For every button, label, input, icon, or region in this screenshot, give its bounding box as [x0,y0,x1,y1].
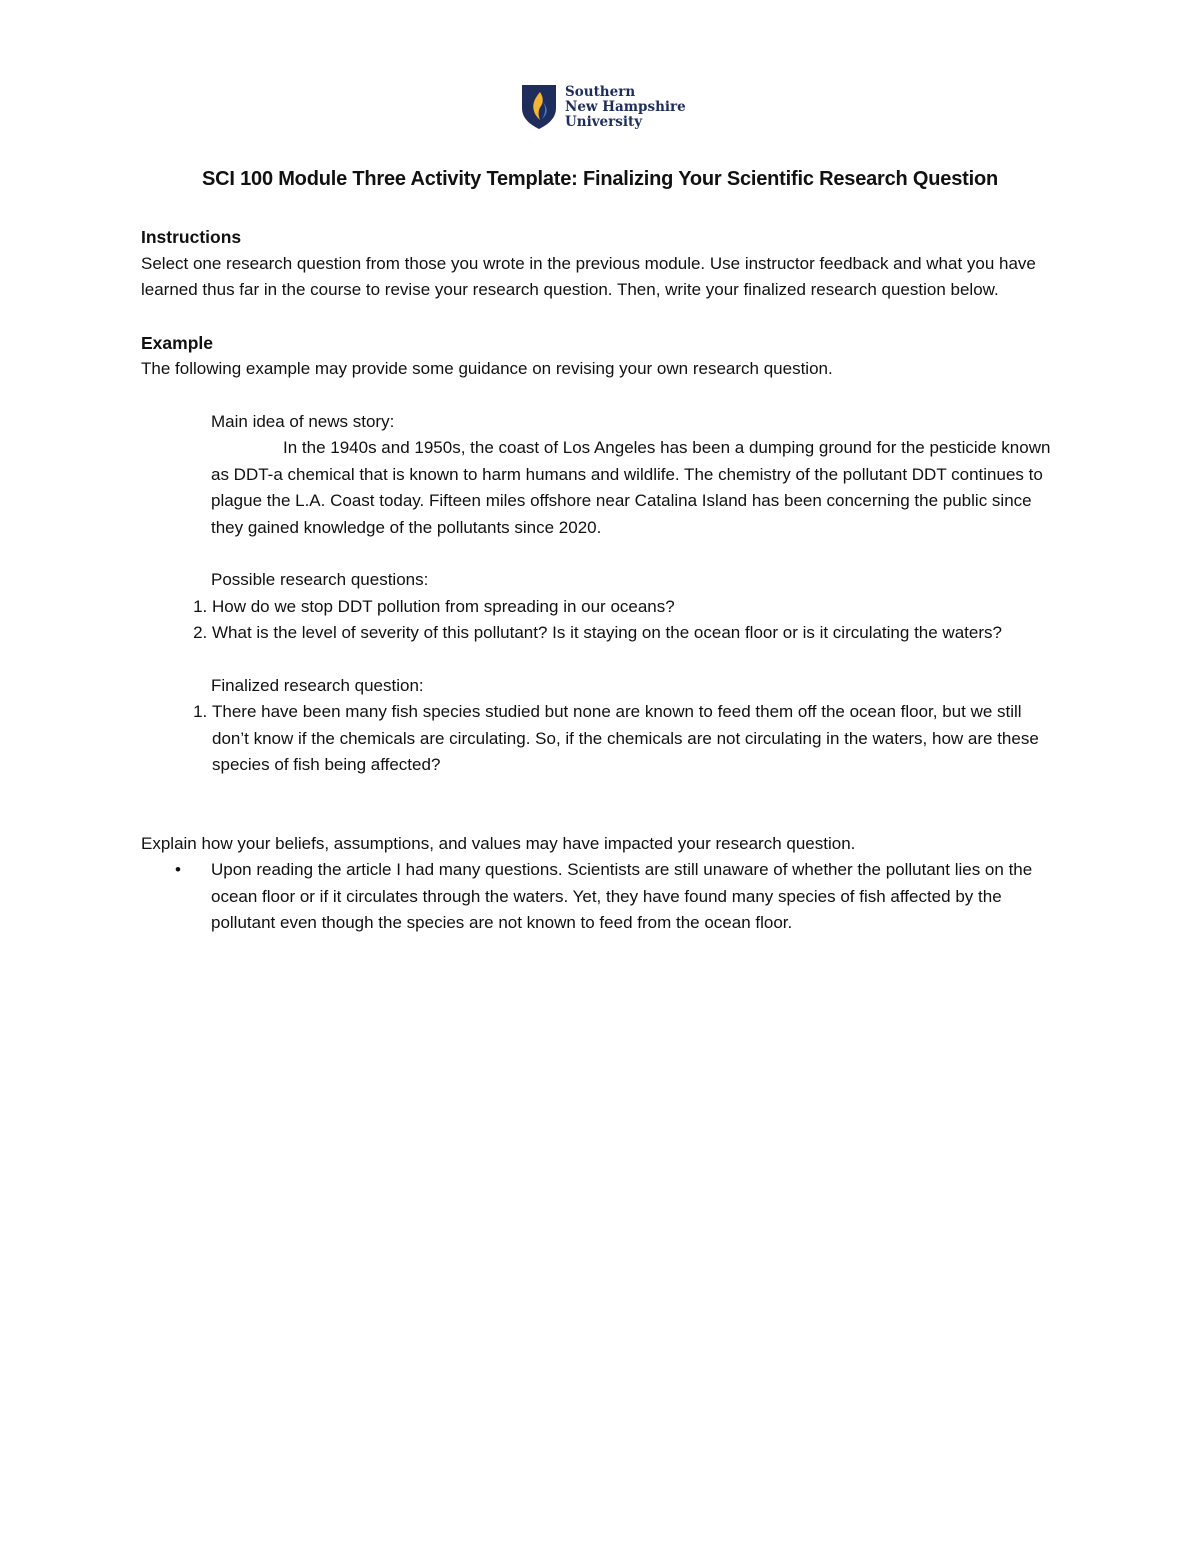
list-item [175,857,1061,937]
explain-answer-text: Upon reading the article I had many questions. Scientists are still unaware of whether the pollutant lies on the ocean floor or if it circulates through the waters. Yet, they have found many species of fish affected by the pollutant even though the species are not known to feed from the ocean floor. [211,860,1033,932]
bullet-icon: • [175,860,181,879]
logo-line-2: New Hampshire [565,99,686,115]
list-item: 1. How do we stop DDT pollution from spreading in our oceans? [212,594,1061,621]
shield-flame-icon [521,84,557,130]
possible-questions-list [141,594,1061,647]
list-item: 1. There have been many fish species studied but none are known to feed them off the ocean floor, but we still don’t know if the chemicals are circulating. So, if the chemicals are not circulating in the waters, how are these species of fish being affected? [212,699,1061,779]
main-idea-text: In the 1940s and 1950s, the coast of Los Angeles has been a dumping ground for the pesticide known as DDT-a chemical that is known to harm humans and wildlife. The chemistry of the pollutant DDT continues to plague the L.A. Coast today. Fifteen miles offshore near Catalina Island has been concerning the public since they gained knowledge of the pollutants since 2020. [211,438,1051,537]
document-body [141,224,1061,937]
logo-line-1: Southern [565,84,636,100]
instructions-text: Select one research question from those you wrote in the previous module. Use instructor feedback and what you have learned thus far in the course to revise your research question. Then, write your finalized research question below. [141,253,1036,299]
finalized-questions-list [141,699,1061,779]
finalized-question-label: Finalized research question: [211,675,424,695]
example-block [211,409,1061,594]
logo-wordmark [565,85,686,130]
explain-answer-list [141,857,1061,937]
document-title: SCI 100 Module Three Activity Template: Finalizing Your Scientific Research Question [202,168,998,190]
list-item: 2. What is the level of severity of this pollutant? Is it staying on the ocean floor or is it circulating the waters? [212,620,1061,647]
main-idea-label: Main idea of news story: [211,411,395,431]
instructions-heading: Instructions [141,227,242,247]
finalized-block [211,673,1061,700]
example-intro: The following example may provide some guidance on revising your own research question. [141,359,833,378]
example-heading: Example [141,332,213,353]
explain-prompt: Explain how your beliefs, assumptions, and values may have impacted your research question. [141,833,856,853]
logo-line-3: University [565,114,643,130]
possible-questions-label: Possible research questions: [211,570,429,589]
university-logo [521,84,686,134]
